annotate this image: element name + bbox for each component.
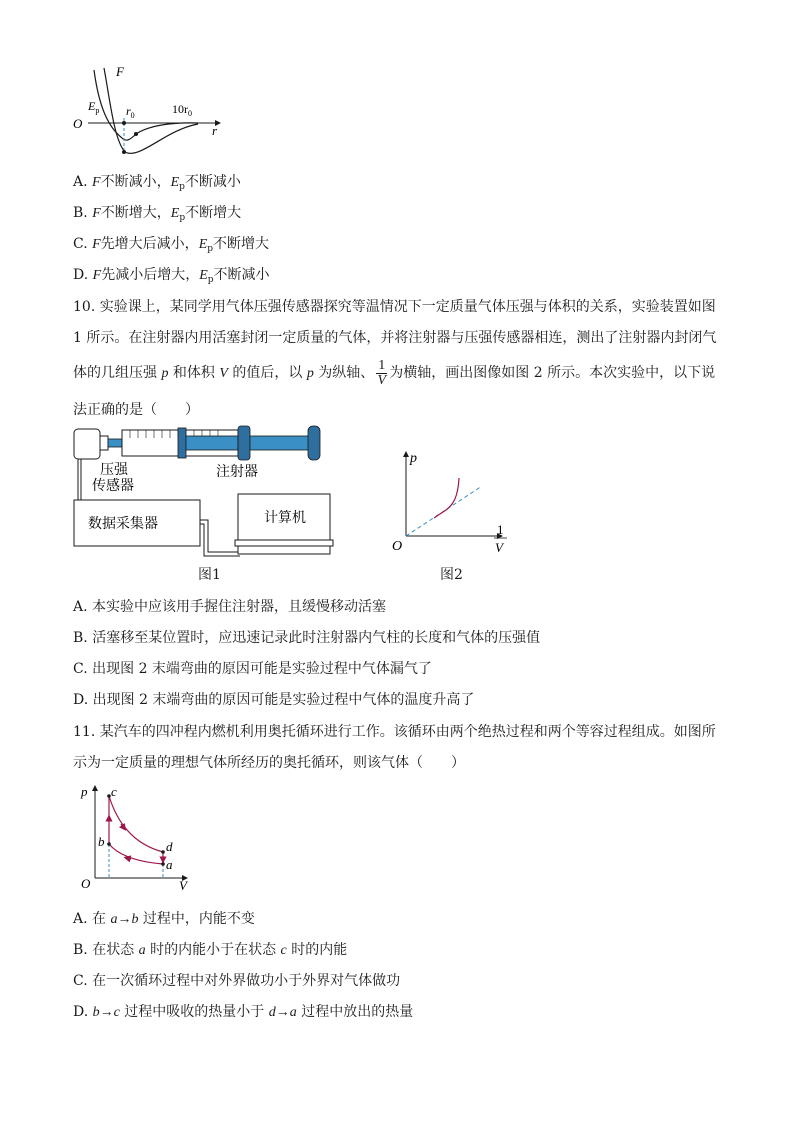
process-a-to-b <box>109 844 163 864</box>
q9-option-a: A. F不断减小，$E_p$不断减小 <box>73 174 241 192</box>
fig2-label-o: O <box>392 539 403 554</box>
otto-label-p: p <box>81 784 88 799</box>
q10-option-b: B. 活塞移至某位置时，应迅速记录此时注射器内气柱的长度和气体的压强值 <box>73 630 541 646</box>
sensor-label-2: 传感器 <box>92 479 134 494</box>
state-a-label: a <box>166 857 173 872</box>
state-c-label: c <box>111 784 117 799</box>
q11-option-c: C. 在一次循环过程中对外界做功小于外界对气体做功 <box>73 973 401 989</box>
force-energy-graph <box>70 60 230 160</box>
q10-option-a: A. 本实验中应该用手握住注射器，且缓慢移动活塞 <box>73 599 387 615</box>
label-r-axis: r <box>212 123 218 138</box>
fig2-label-den: V <box>495 540 503 555</box>
fig2-label-p: p <box>410 451 417 466</box>
q10-stem-line-2: 1 所示。在注射器内用活塞封闭一定质量的气体，并将注射器与压强传感器相连，测出了注射器内封闭气 <box>73 330 717 346</box>
plunger-handle <box>308 426 320 460</box>
q9-option-c: C. F先增大后减小，$E_p$不断增大 <box>73 236 270 254</box>
otto-cycle-pv-graph <box>75 782 195 894</box>
syringe-piston <box>178 428 186 458</box>
q11-option-d: D. b→c 过程中吸收的热量小于 d→a 过程中放出的热量 <box>73 1004 414 1020</box>
q10-stem-line-3: 体的几组压强 p 和体积 V 的值后，以 p 为纵轴、 $\frac{1}{V}$ 为横轴，画出图像如图 2 所示。本次实验中，以下说 <box>73 357 716 388</box>
label-10r0: $10r_0$ <box>172 102 192 118</box>
q9-option-d: D. F先减小后增大，$E_p$不断减小 <box>73 267 270 285</box>
label-ep: $E_p$ <box>88 99 100 115</box>
process-c-to-d <box>109 796 163 852</box>
apparatus-figure <box>70 424 340 560</box>
p-vs-inverse-v-graph <box>384 448 514 558</box>
state-d-label: d <box>166 839 173 854</box>
pressure-sensor-body <box>74 429 100 459</box>
inverse-v-fraction: $\frac{1}{V}$ <box>377 357 387 388</box>
collector-label: 数据采集器 <box>88 517 158 532</box>
ep-min-point <box>122 150 126 154</box>
q10-option-c: C. 出现图 2 末端弯曲的原因可能是实验过程中气体漏气了 <box>73 661 432 677</box>
label-r0: $r_0$ <box>126 104 135 120</box>
q11-option-b: B. 在状态 a 时的内能小于在状态 c 时的内能 <box>73 942 348 958</box>
q11-stem-line-1: 11. 某汽车的四冲程内燃机利用奥托循环进行工作。该循环由两个绝热过程和两个等容过程组成。如图所 <box>73 724 716 740</box>
r0-point <box>122 121 126 125</box>
fig2-label-num: 1 <box>497 522 504 537</box>
q9-option-b: B. F不断增大，$E_p$不断增大 <box>73 205 242 223</box>
figure-1-caption: 图1 <box>198 567 221 583</box>
figure-2-caption: 图2 <box>440 567 463 583</box>
computer-label: 计算机 <box>264 511 306 526</box>
otto-label-o: O <box>81 876 91 891</box>
syringe-label: 注射器 <box>216 465 258 480</box>
label-f: F <box>116 64 124 79</box>
plunger-rod <box>250 436 310 450</box>
q10-stem-line-1: 10. 实验课上，某同学用气体压强传感器探究等温情况下一定质量气体压强与体积的关系，实验装置如图 <box>73 299 716 315</box>
sensor-label-1: 压强 <box>100 463 128 478</box>
q10-option-d: D. 出现图 2 末端弯曲的原因可能是实验过程中气体的温度升高了 <box>73 692 475 708</box>
otto-label-v: V <box>179 878 187 893</box>
q11-option-a: A. 在 a→b 过程中，内能不变 <box>73 911 255 927</box>
q10-stem-line-4: 法正确的是（ ） <box>73 402 199 418</box>
q11-stem-line-2: 示为一定质量的理想气体所经历的奥托循环，则该气体（ ） <box>73 755 465 771</box>
f-min-point <box>134 132 138 136</box>
state-b-label: b <box>98 834 105 849</box>
measured-curve <box>434 478 459 518</box>
label-origin: O <box>73 116 83 131</box>
